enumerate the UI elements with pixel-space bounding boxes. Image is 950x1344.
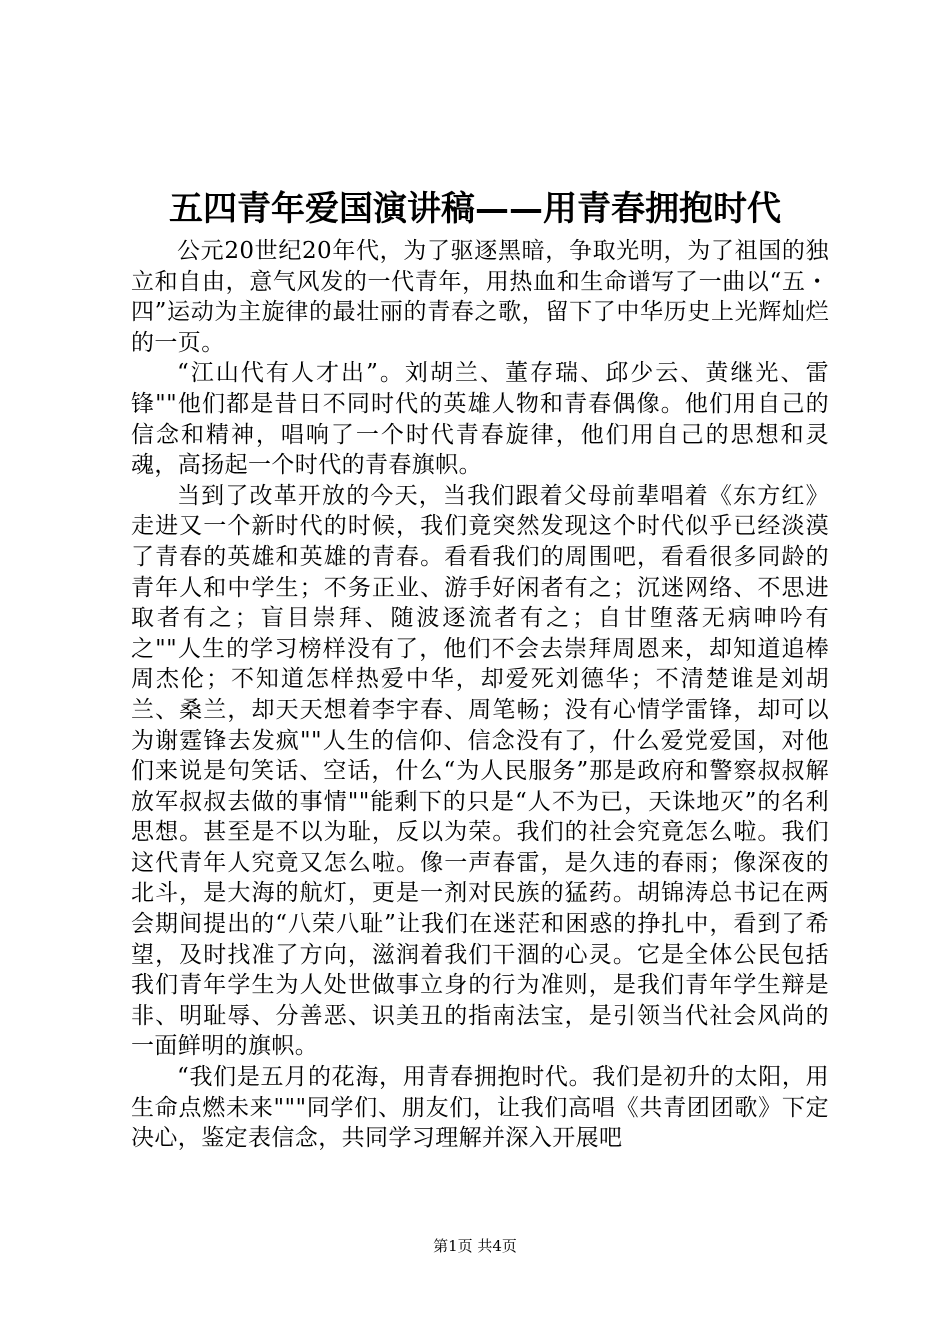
document-body (131, 236, 829, 1154)
paragraph-1: 公元20世纪20年代，为了驱逐黑暗，争取光明，为了祖国的独立和自由，意气风发的一代青年，用热血和生命谱写了一曲以“五・四”运动为主旋律的最壮丽的青春之歌，留下了中华历史上光辉灿烂的一页。 (131, 238, 829, 356)
page-footer: 第1页 共4页 (433, 1237, 517, 1255)
paragraph-2: “江山代有人才出”。刘胡兰、董存瑞、邱少云、黄继光、雷锋""他们都是昔日不同时代的英雄人物和青春偶像。他们用自己的信念和精神，唱响了一个时代青春旋律，他们用自己的思想和灵魂，高扬起一个时代的青春旗帜。 (131, 360, 829, 479)
paragraph-3: 当到了改革开放的今天，当我们跟着父母前辈唱着《东方红》走进又一个新时代的时候，我们竟突然发现这个时代似乎已经淡漠了青春的英雄和英雄的青春。看看我们的周围吧，看看很多同龄的青年人和中学生；不务正业、游手好闲者有之；沉迷网络、不思进取者有之；盲目崇拜、随波逐流者有之；自甘堕落无病呻吟有之""人生的学习榜样没有了，他们不会去崇拜周恩来，却知道追棒周杰伦；不知道怎样热爱中华，却爱死刘德华；不清楚谁是刘胡兰、桑兰，却天天想着李宇春、周笔畅；没有心情学雷锋，却可以为谢霆锋去发疯""人生的信仰、信念没有了，什么爱党爱国，对他们来说是句笑话、空话，什么“为人民服务”那是政府和警察叔叔解放军叔叔去做的事情""能剩下的只是“人不为已，天诛地灭”的名利思想。甚至是不以为耻，反以为荣。我们的社会究竟怎么啦。我们这代青年人究竟又怎么啦。像一声春雷，是久违的春雨；像深夜的北斗，是大海的航灯，更是一剂对民族的猛药。胡锦涛总书记在两会期间提出的“八荣八耻”让我们在迷茫和困惑的挣扎中，看到了希望，及时找准了方向，滋润着我们干涸的心灵。它是全体公民包括我们青年学生为人处世做事立身的行为准则，是我们青年学生辩是非、明耻辱、分善恶、识美丑的指南法宝，是引领当代社会风尚的一面鲜明的旗帜。 (131, 482, 829, 1060)
document-title: 五四青年爱国演讲稿——用青春拥抱时代 (169, 189, 781, 229)
paragraph-4: “我们是五月的花海，用青春拥抱时代。我们是初升的太阳，用生命点燃未来"""同学们、朋友们，让我们高唱《共青团团歌》下定决心，鉴定表信念，共同学习理解并深入开展吧 (131, 1064, 829, 1152)
